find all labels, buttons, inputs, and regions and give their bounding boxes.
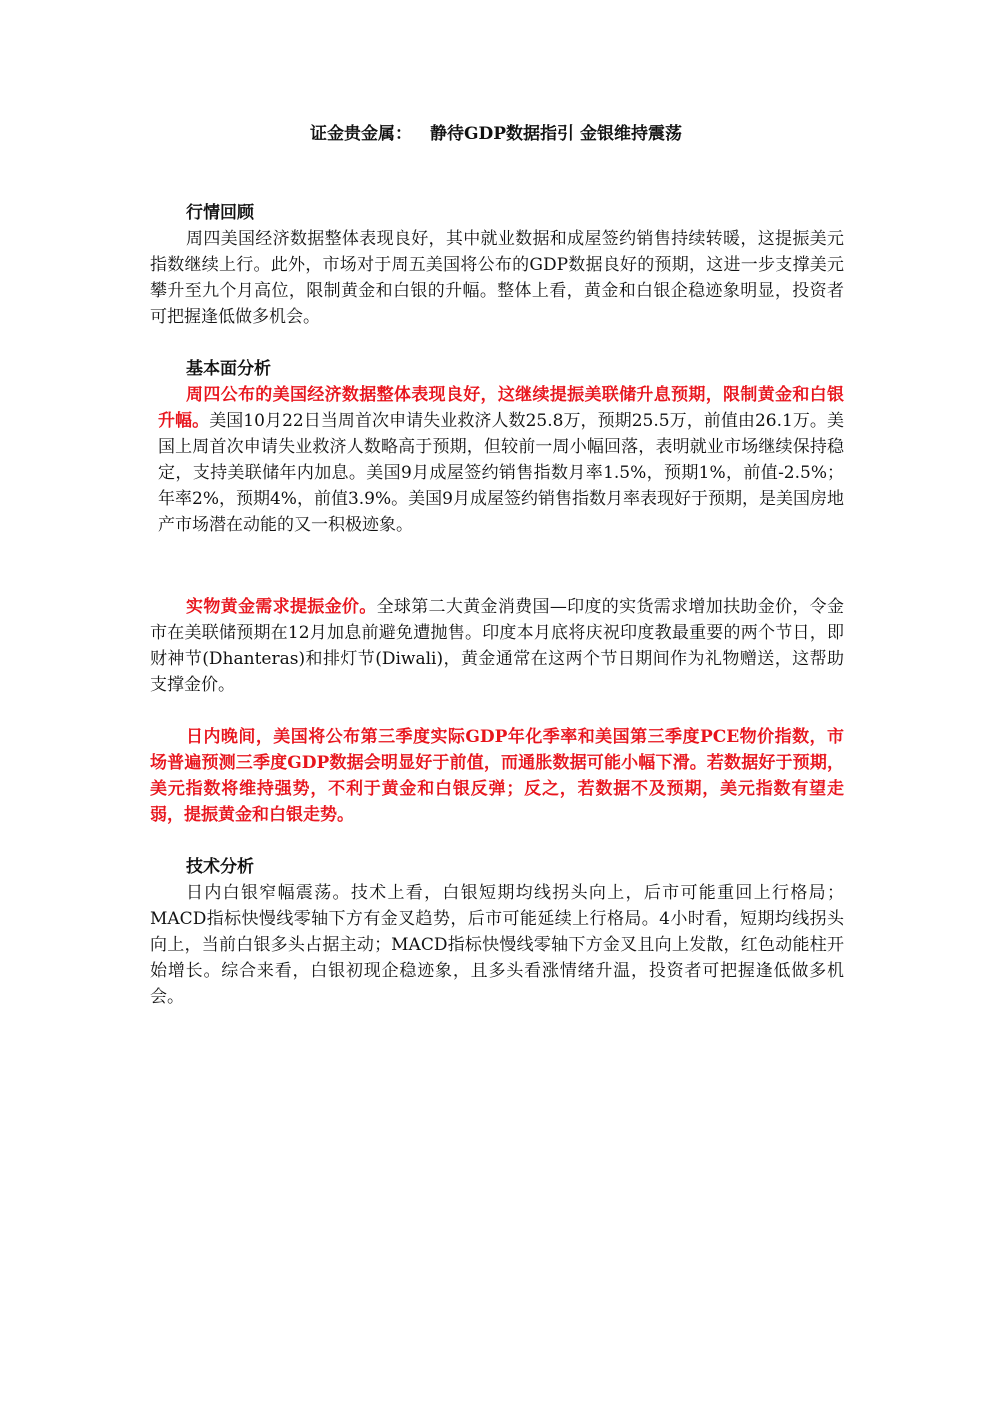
fundamental-highlight-1: 周四公布的美国经济数据整体表现良好，这继续提振美联储升息预期，限制黄金和白银升幅。 [158, 385, 844, 431]
section-heading-technical: 技术分析 [186, 857, 254, 877]
fundamental-highlight-2: 实物黄金需求提振金价。 [186, 597, 377, 617]
technical-paragraph: 日内白银窄幅震荡。技术上看，白银短期均线拐头向上，后市可能重回上行格局；MACD指标快慢线零轴下方有金叉趋势，后市可能延续上行格局。4小时看，短期均线拐头向上，当前白银多头占据主动；MACD指标快慢线零轴下方金叉且向上发散，红色动能柱开始增长。综合来看，白银初现企稳迹象，且多头看涨情绪升温，投资者可把握逢低做多机会。 [150, 883, 844, 1007]
fundamental-paragraph-2 [150, 594, 844, 698]
section-heading-market-review: 行情回顾 [186, 203, 254, 223]
title-prefix: 证金贵金属： [310, 124, 413, 144]
section-heading-fundamental: 基本面分析 [186, 359, 271, 379]
market-review-paragraph: 周四美国经济数据整体表现良好，其中就业数据和成屋签约销售持续转暖，这提振美元指数继续上行。此外，市场对于周五美国将公布的GDP数据良好的预期，这进一步支撑美元攀升至九个月高位，限制黄金和白银的升幅。整体上看，黄金和白银企稳迹象明显，投资者可把握逢低做多机会。 [150, 229, 844, 327]
fundamental-paragraph-3: 日内晚间，美国将公布第三季度实际GDP年化季率和美国第三季度PCE物价指数，市场普遍预测三季度GDP数据会明显好于前值，而通胀数据可能小幅下滑。若数据好于预期，美元指数将维持强势，不利于黄金和白银反弹；反之，若数据不及预期，美元指数有望走弱，提振黄金和白银走势。 [150, 727, 844, 825]
fundamental-paragraph-1 [158, 382, 844, 538]
fundamental-text-2: 全球第二大黄金消费国—印度的实货需求增加扶助金价，令金市在美联储预期在12月加息前避免遭抛售。印度本月底将庆祝印度教最重要的两个节日，即财神节(Dhanteras)和排灯节(Diwali)，黄金通常在这两个节日期间作为礼物赠送，这帮助支撑金价。 [150, 597, 845, 695]
fundamental-text-1: 美国10月22日当周首次申请失业救济人数25.8万，预期25.5万，前值由26.1万。美国上周首次申请失业救济人数略高于预期，但较前一周小幅回落，表明就业市场继续保持稳定，支持美联储年内加息。美国9月成屋签约销售指数月率1.5%，预期1%，前值-2.5%；年率2%，预期4%，前值3.9%。美国9月成屋签约销售指数月率表现好于预期，是美国房地产市场潜在动能的又一积极迹象。 [158, 411, 844, 535]
title-main: 静待GDP数据指引 金银维持震荡 [430, 124, 682, 144]
document-title [0, 121, 992, 147]
